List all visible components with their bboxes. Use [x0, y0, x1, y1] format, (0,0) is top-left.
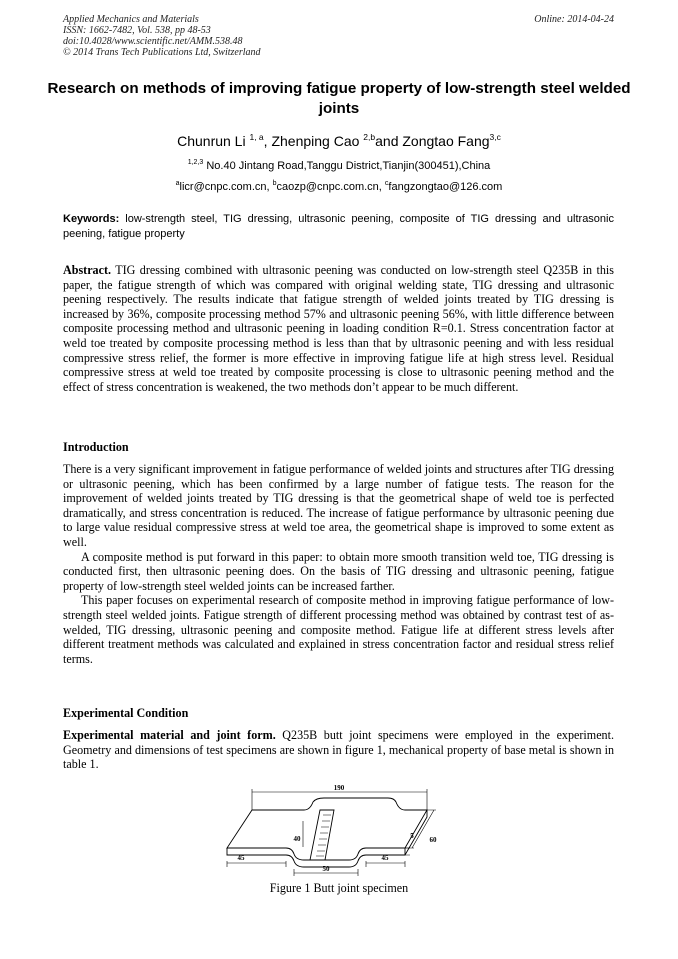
- dim-label-45-left: 45: [237, 854, 245, 862]
- paragraph: There is a very significant improvement in fatigue performance of welded joints and structures after TIG dressing or ultrasonic peening, which has been confirmed by a large number of fatigue tests. The reason for the improvement of welded joints treated by TIG dressing is that the geometrical shape of weld toe is perfected dramatically, and stress concentration is reduced. The increase of fatigue performance by ultrasonic peening due to large value residual compressive stress at weld toe area, the geometrical shape is improved to some extent as well.: [63, 462, 614, 549]
- email-superscript: a: [175, 180, 180, 187]
- subsection-label: Experimental material and joint form.: [63, 728, 276, 742]
- dim-label-45-right: 45: [381, 854, 389, 862]
- issn-line: ISSN: 1662-7482, Vol. 538, pp 48-53: [63, 25, 211, 36]
- author-name: Chunrun Li: [177, 133, 246, 149]
- author-list: [0, 128, 678, 150]
- online-date: Online: 2014-04-24: [534, 14, 614, 25]
- figure-caption: Figure 1 Butt joint specimen: [269, 881, 409, 895]
- introduction-body: [63, 462, 614, 666]
- email-address: caozp@cnpc.com.cn,: [276, 181, 385, 193]
- email-address: licr@cnpc.com.cn,: [179, 181, 273, 193]
- keywords: [63, 212, 614, 241]
- dim-label-50: 50: [322, 865, 330, 873]
- paper-title: Research on methods of improving fatigue property of low-strength steel welded joints: [47, 80, 631, 117]
- journal-header: [63, 14, 261, 58]
- specimen-thickness: [227, 848, 405, 867]
- affiliation-text: No.40 Jintang Road,Tanggu District,Tianjin(300451),China: [203, 160, 491, 172]
- journal-name: Applied Mechanics and Materials: [63, 14, 199, 25]
- author-superscript: 2,b: [363, 132, 376, 142]
- abstract-text: TIG dressing combined with ultrasonic peening was conducted on low-strength steel Q235B in this paper, the fatigue strength of which was compared with original welding state, TIG dressing and ultrasonic peening respectively. The results indicate that fatigue strength of welded joints treated by TIG dressing is increased by 36%, composite processing method 57% and ultrasonic peening 56%, with little difference between composite processing method and ultrasonic peening in loading condition R=0.1. Stress concentration factor at weld toe treated by composite processing method is less than that by ultrasonic peening and with less residual compressive stress relief, the former is more effective in improving fatigue life at high stress level. Residual compressive stress at weld toe treated by composite processing is close to ultrasonic peening method and the effect of stress concentration is weakened, the two methods don’t appear to be much different.: [63, 263, 614, 394]
- affiliation: [0, 156, 678, 173]
- keywords-text: low-strength steel, TIG dressing, ultrasonic peening, composite of TIG dressing and ultrasonic peening, fatigue property: [63, 213, 614, 240]
- butt-joint-specimen-figure: [224, 783, 454, 883]
- experimental-body: [63, 728, 614, 772]
- paragraph: A composite method is put forward in this paper: to obtain more smooth transition weld toe, TIG dressing is conducted first, then ultrasonic peening does. On the basis of TIG dressing and ultrasonic peening, fatigue property of low-strength steel welded joints can be increased farther.: [63, 549, 614, 593]
- email-superscript: c: [384, 180, 389, 187]
- paragraph: Q235B butt joint specimens were employed in the experiment. Geometry and dimensions of test specimens are shown in figure 1, mechanical property of base metal is shown in table 1.: [63, 728, 614, 772]
- doi-line: doi:10.4028/www.scientific.net/AMM.538.48: [63, 36, 243, 47]
- dim-label-60: 60: [429, 836, 437, 844]
- affiliation-superscript: 1,2,3: [187, 159, 204, 166]
- keywords-label: Keywords:: [63, 213, 120, 225]
- section-heading-introduction: Introduction: [63, 440, 129, 454]
- weld-bead: [310, 810, 334, 860]
- author-name: , Zhenping Cao: [263, 133, 360, 149]
- abstract: [63, 263, 614, 394]
- paragraph: This paper focuses on experimental research of composite method in improving fatigue performance of low-strength steel welded joints. Fatigue strength of different processing method was obtained by contrast test of as-welded, TIG dressing, ultrasonic peening and composite method. Fatigue life at different stress levels after different treatment methods was calculated and explained in stress concentration factor and residual stress relief terms.: [63, 593, 614, 666]
- copyright-line: © 2014 Trans Tech Publications Ltd, Switzerland: [63, 47, 261, 58]
- abstract-label: Abstract.: [63, 263, 112, 277]
- dim-label-40: 40: [293, 835, 301, 843]
- email-address: fangzongtao@126.com: [388, 181, 503, 193]
- dim-label-5: 5: [410, 832, 414, 840]
- author-name: and Zongtao Fang: [375, 133, 490, 149]
- author-superscript: 1, a: [249, 132, 264, 142]
- email-list: [0, 177, 678, 194]
- dim-label-length: 190: [333, 784, 345, 792]
- section-heading-experimental: Experimental Condition: [63, 706, 189, 720]
- author-superscript: 3,c: [489, 132, 501, 142]
- email-superscript: b: [272, 180, 277, 187]
